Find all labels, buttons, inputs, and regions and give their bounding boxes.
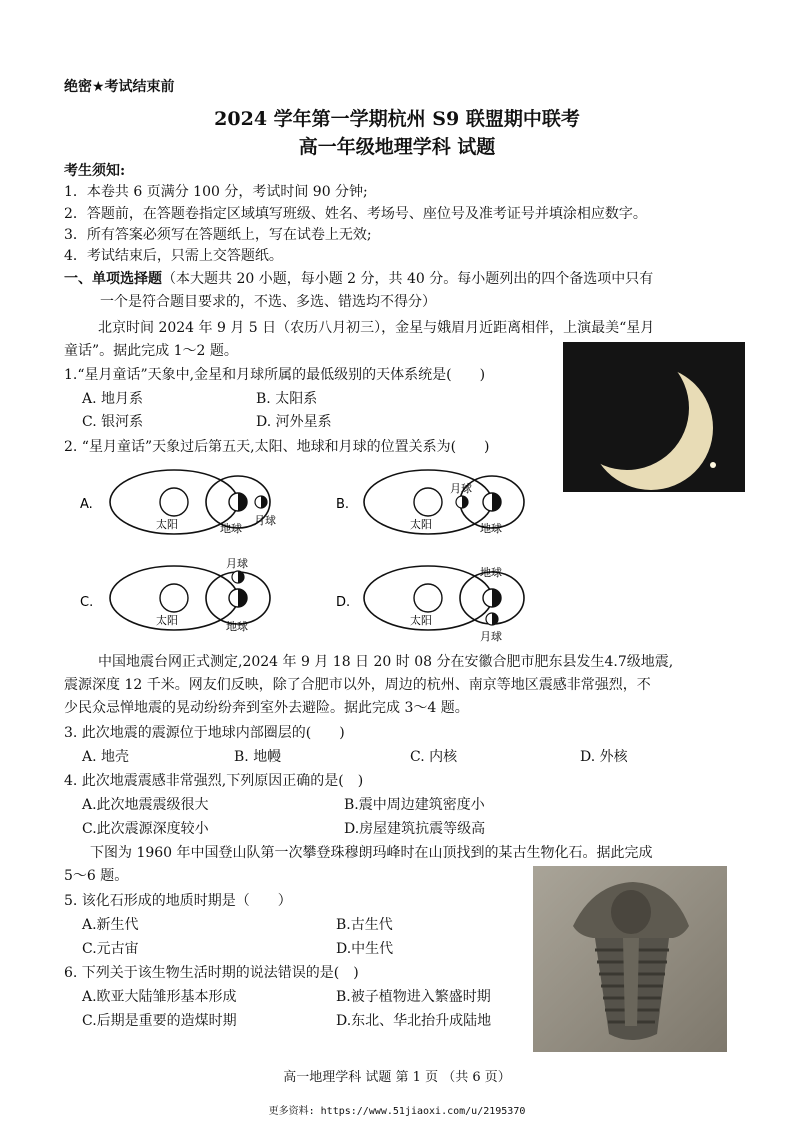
notice-item: 4．考试结束后，只需上交答题纸。: [64, 248, 283, 264]
intro-text: 震源深度 12 千米。网友们反映，除了合肥市以外，周边的杭州、南京等地区震感非常强烈，不: [64, 677, 651, 693]
exam-subtitle: 高一年级地理学科 试题: [298, 136, 496, 158]
sun-icon: [160, 584, 188, 612]
sun-label: 太阳: [156, 518, 178, 531]
q4-option-a[interactable]: A.此次地震震级很大: [82, 797, 209, 813]
sun-icon: [414, 584, 442, 612]
moon-label: 月球: [450, 482, 472, 495]
panel-d[interactable]: [336, 565, 524, 643]
orbit-diagram: [64, 462, 544, 646]
question-5-stem: 5. 该化石形成的地质时期是（ ）: [64, 893, 292, 909]
q1-option-c[interactable]: C. 银河系: [82, 414, 144, 430]
sun-icon: [414, 488, 442, 516]
exam-title: 2024 学年第一学期杭州 S9 联盟期中联考: [214, 108, 580, 130]
panel-c[interactable]: [80, 556, 270, 633]
notice-item: 3．所有答案必须写在答题纸上，写在试卷上无效;: [64, 227, 372, 243]
panel-a-letter: A.: [80, 497, 93, 512]
intro-text: 少民众忌惮地震的晃动纷纷奔到室外去避险。据此完成 3～4 题。: [64, 700, 469, 716]
sun-icon: [160, 488, 188, 516]
intro-text: 童话”。据此完成 1～2 题。: [64, 343, 238, 359]
sun-label: 太阳: [156, 614, 178, 627]
q6-option-d[interactable]: D.东北、华北抬升成陆地: [336, 1013, 492, 1029]
q5-option-a[interactable]: A.新生代: [82, 917, 139, 933]
q1-option-b[interactable]: B. 太阳系: [256, 391, 318, 407]
q4-option-c[interactable]: C.此次震源深度较小: [82, 821, 209, 837]
q5-option-c[interactable]: C.元古宙: [82, 941, 139, 957]
q3-option-a[interactable]: A. 地壳: [82, 749, 130, 765]
earth-label: 地球: [220, 522, 242, 535]
q4-option-b[interactable]: B.震中周边建筑密度小: [344, 797, 485, 813]
panel-a[interactable]: [80, 470, 276, 535]
sun-label: 太阳: [410, 518, 432, 531]
q5-option-b[interactable]: B.古生代: [336, 917, 393, 933]
intro-text: 北京时间 2024 年 9 月 5 日（农历八月初三），金星与娥眉月近距离相伴，上演最美“星月: [98, 320, 655, 336]
q3-option-d[interactable]: D. 外核: [580, 749, 628, 765]
q1-option-a[interactable]: A. 地月系: [82, 391, 144, 407]
secret-label: 绝密★考试结束前: [64, 79, 175, 95]
panel-b-letter: B.: [336, 497, 350, 512]
question-2-stem: 2. “星月童话”天象过后第五天,太阳、地球和月球的位置关系为( ): [64, 439, 490, 455]
intro-text: 5～6 题。: [64, 868, 129, 884]
q3-option-c[interactable]: C. 内核: [410, 749, 458, 765]
section-desc: （本大题共 20 小题，每小题 2 分，共 40 分。每小题列出的四个备选项中只有: [162, 271, 654, 287]
question-6-stem: 6. 下列关于该生物生活时期的说法错误的是( ): [64, 965, 359, 981]
earth-label: 地球: [480, 522, 502, 535]
moon-label: 月球: [254, 514, 276, 527]
notice-item: 2．答题前，在答题卷指定区域填写班级、姓名、考场号、座位号及准考证号并填涂相应数字。: [64, 206, 647, 222]
q3-option-b[interactable]: B. 地幔: [234, 749, 282, 765]
question-1-stem: 1.“星月童话”天象中,金星和月球所属的最低级别的天体系统是( ): [64, 367, 486, 383]
moon-label: 月球: [226, 557, 248, 570]
q1-option-d[interactable]: D. 河外星系: [256, 414, 332, 430]
panel-d-letter: D.: [336, 595, 351, 610]
notice-item: 1．本卷共 6 页满分 100 分，考试时间 90 分钟;: [64, 184, 368, 200]
q6-option-b[interactable]: B.被子植物进入繁盛时期: [336, 989, 491, 1005]
crescent-moon-photo: [563, 342, 745, 492]
earth-label: 地球: [226, 620, 248, 633]
earth-label: 地球: [480, 566, 502, 579]
q6-option-a[interactable]: A.欧亚大陆雏形基本形成: [82, 989, 237, 1005]
intro-text: 中国地震台网正式测定,2024 年 9 月 18 日 20 时 08 分在安徽合肥市肥东县发生4.7级地震,: [98, 654, 674, 670]
section-heading: 一、单项选择题: [64, 271, 162, 287]
more-resources-link[interactable]: 更多资料: https://www.51jiaoxi.com/u/2195370: [268, 1106, 526, 1117]
q5-option-d[interactable]: D.中生代: [336, 941, 394, 957]
question-4-stem: 4. 此次地震震感非常强烈,下列原因正确的是( ): [64, 773, 364, 789]
intro-text: 下图为 1960 年中国登山队第一次攀登珠穆朗玛峰时在山顶找到的某古生物化石。据此完成: [90, 845, 653, 861]
trilobite-fossil-photo: [533, 866, 727, 1052]
sun-label: 太阳: [410, 614, 432, 627]
moon-label: 月球: [480, 630, 502, 643]
question-3-stem: 3. 此次地震的震源位于地球内部圈层的( ): [64, 725, 345, 741]
q4-option-d[interactable]: D.房屋建筑抗震等级高: [344, 821, 486, 837]
section-desc-2: 一个是符合题目要求的，不选、多选、错选均不得分）: [100, 294, 436, 310]
page-footer: 高一地理学科 试题 第 1 页 （共 6 页）: [283, 1070, 511, 1085]
notice-heading: 考生须知:: [64, 163, 126, 179]
panel-b[interactable]: [336, 470, 524, 535]
panel-c-letter: C.: [80, 595, 94, 610]
q6-option-c[interactable]: C.后期是重要的造煤时期: [82, 1013, 237, 1029]
section-heading-line: [64, 268, 653, 288]
